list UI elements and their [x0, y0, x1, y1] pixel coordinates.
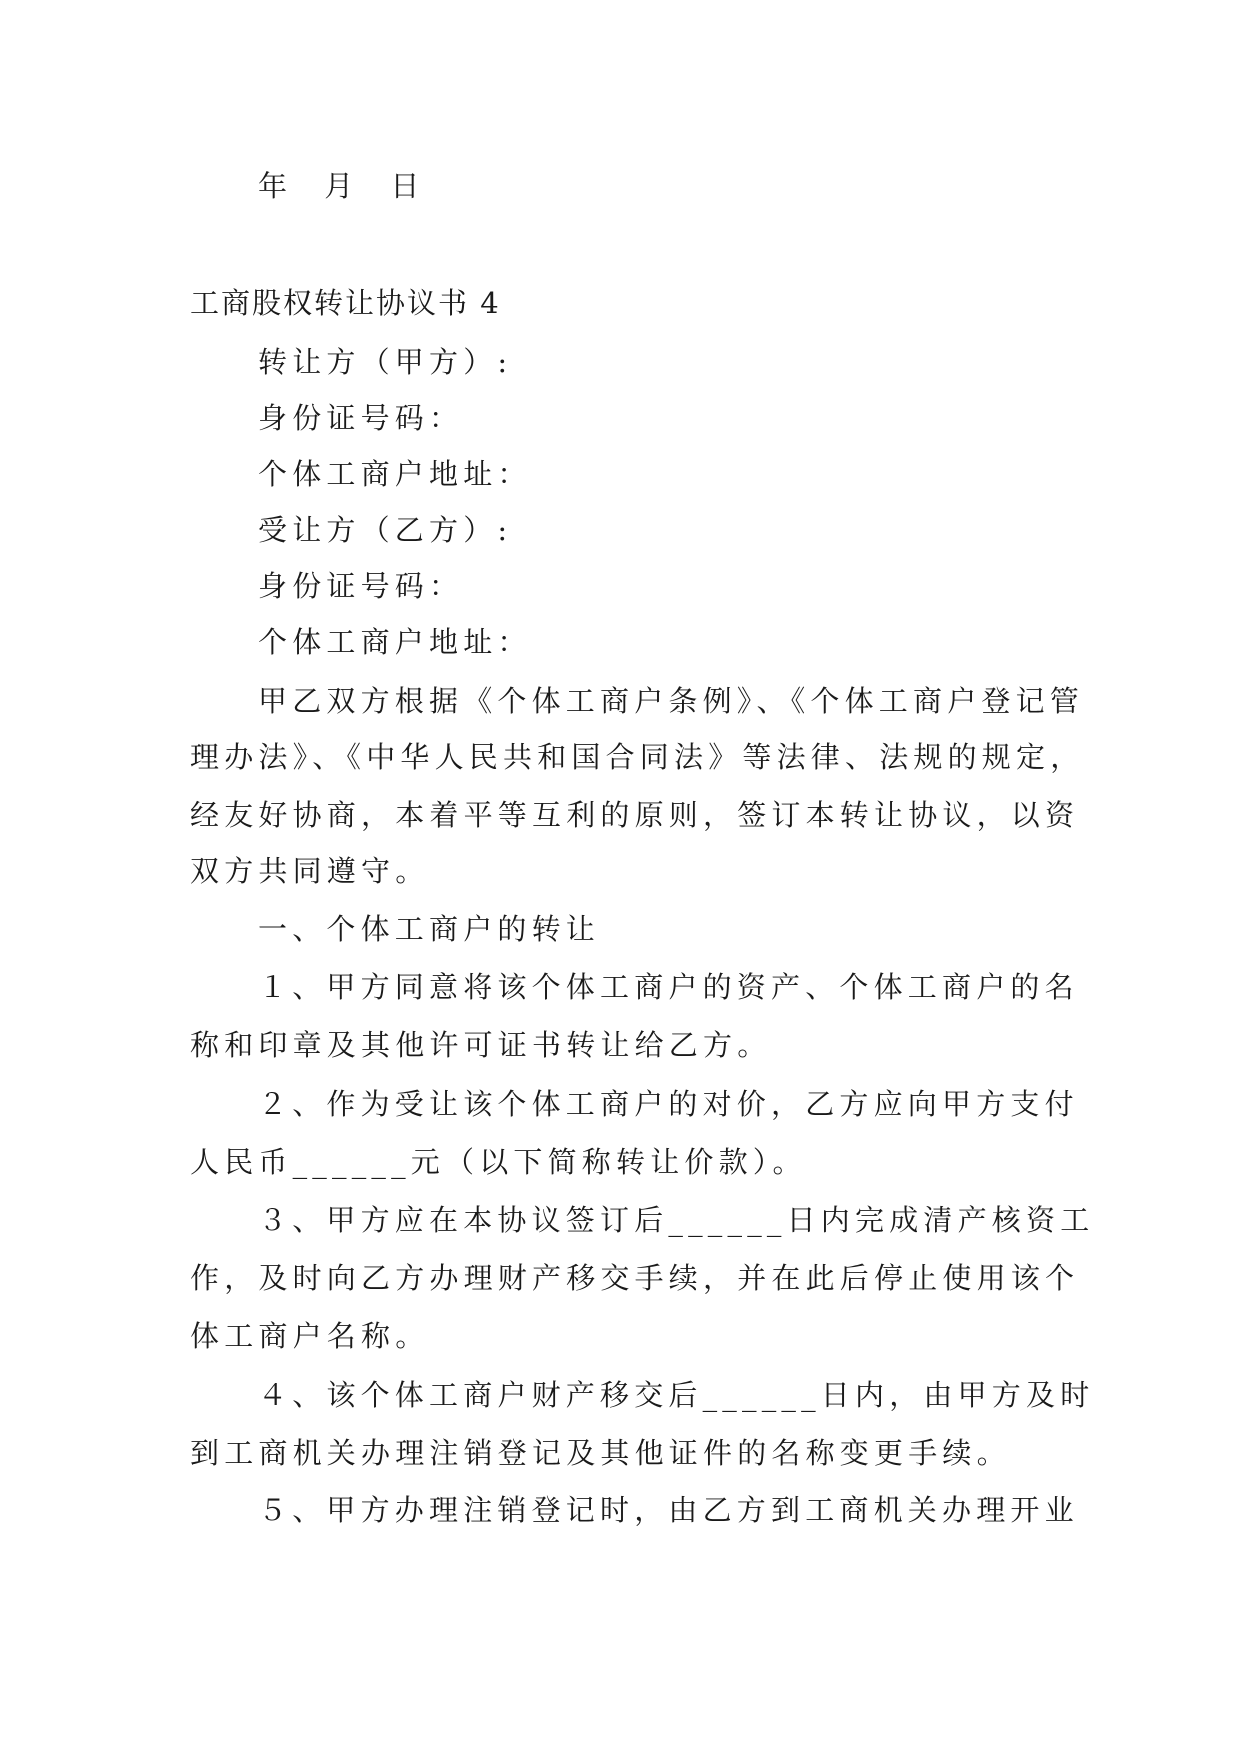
clause-3-line: 作，及时向乙方办理财产移交手续，并在此后停止使用该个	[190, 1261, 1080, 1295]
clause-3-line: 体工商户名称。	[190, 1319, 430, 1353]
preamble-line: 双方共同遵守。	[190, 854, 430, 888]
preamble-line: 经友好协商，本着平等互利的原则，签订本转让协议，以资	[190, 798, 1080, 832]
section-heading: 一、个体工商户的转让	[258, 912, 601, 946]
clause-5-line: ５、甲方办理注销登记时，由乙方到工商机关办理开业	[258, 1493, 1079, 1527]
transferor-address-field: 个体工商户地址：	[258, 457, 532, 491]
transferee-id-field: 身份证号码：	[258, 569, 464, 603]
clause-3-line: ３、甲方应在本协议签订后______日内完成清产核资工	[258, 1203, 1095, 1237]
transferee-field: 受让方（乙方）:	[258, 513, 513, 547]
clause-2-line: ２、作为受让该个体工商户的对价，乙方应向甲方支付	[258, 1087, 1079, 1121]
clause-4-line: ４、该个体工商户财产移交后______日内，由甲方及时	[258, 1378, 1095, 1412]
clause-1-line: 称和印章及其他许可证书转让给乙方。	[190, 1028, 772, 1062]
clause-1-line: １、甲方同意将该个体工商户的资产、个体工商户的名	[258, 970, 1079, 1004]
clause-4-line: 到工商机关办理注销登记及其他证件的名称变更手续。	[190, 1436, 1011, 1470]
transferor-id-field: 身份证号码：	[258, 401, 464, 435]
preamble-line: 甲乙双方根据《个体工商户条例》、《个体工商户登记管	[258, 684, 1085, 718]
document-title: 工商股权转让协议书 4	[190, 286, 501, 320]
preamble-line: 理办法》、《中华人民共和国合同法》等法律、法规的规定，	[190, 740, 1085, 774]
transferor-field: 转让方（甲方）:	[258, 345, 513, 379]
transferee-address-field: 个体工商户地址：	[258, 625, 532, 659]
date-line: 年 月 日	[258, 169, 434, 203]
clause-2-line: 人民币______元（以下简称转让价款）。	[190, 1145, 807, 1179]
